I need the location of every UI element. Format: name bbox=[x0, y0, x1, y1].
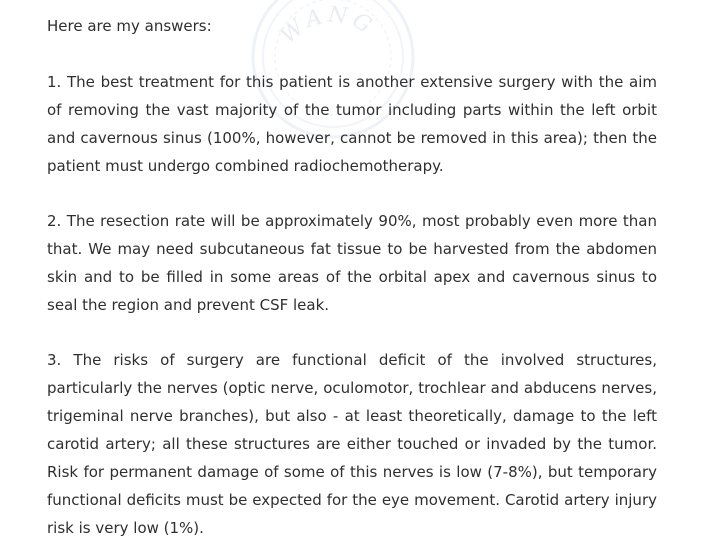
answer-paragraph-3: 3. The risks of surgery are functional deficit of the involved structures, particularly the nerves (optic nerve, oculomotor, trochlear and abducens nerves, trigeminal nerve branches), but also - at least theoretically, damage to the left carotid artery; all these structures are either touched or invaded by the tumor. Risk for permanent damage of some of this nerves is low (7-8%), but temporary functional deficits must be expected for the eye movement. Carotid artery injury risk is very low (1%). bbox=[47, 351, 657, 537]
answer-paragraph-1: 1. The best treatment for this patient is another extensive surgery with the aim of removing the vast majority of the tumor including parts within the left orbit and cavernous sinus (100%, however, cannot be removed in this area); then the patient must undergo combined radiochemotherapy. bbox=[47, 73, 657, 175]
intro-text: Here are my answers: bbox=[47, 17, 212, 35]
answer-paragraph-2: 2. The resection rate will be approximately 90%, most probably even more than that. We may need subcutaneous fat tissue to be harvested from the abdomen skin and to be filled in some areas of the orbital apex and cavernous sinus to seal the region and prevent CSF leak. bbox=[47, 212, 657, 314]
watermark-text: WANG bbox=[275, 2, 380, 49]
svg-text:WANG bbox=[276, 2, 379, 48]
